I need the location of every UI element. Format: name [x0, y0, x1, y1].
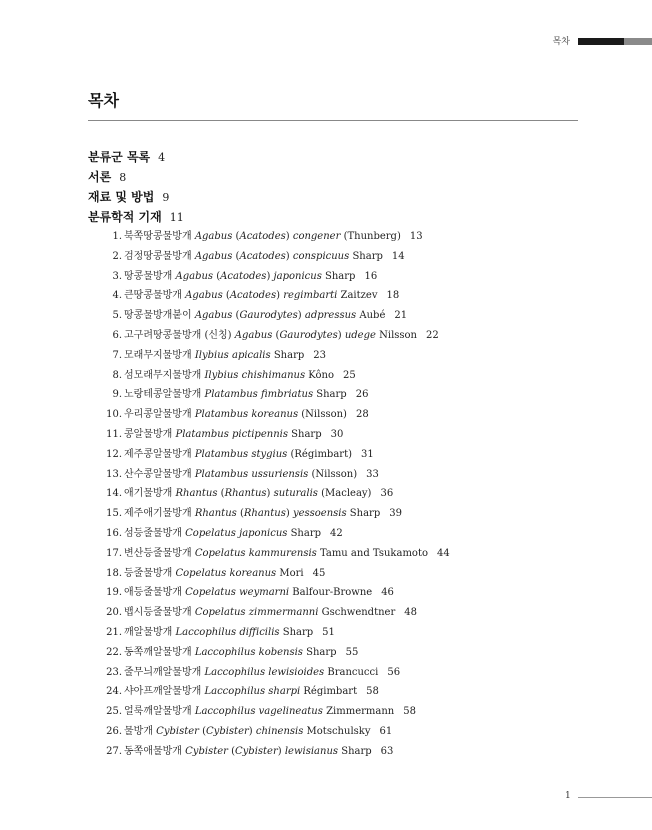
toc-entry[interactable]: [88, 425, 608, 445]
entry-number: 26.: [106, 725, 122, 737]
entry-number: 16.: [106, 527, 122, 539]
entry-page: 26: [355, 389, 369, 401]
author-name: Régimbart: [303, 686, 358, 698]
author-name: Sharp: [273, 349, 305, 361]
author-name: (Thunberg): [343, 231, 401, 242]
author-name: (Macleay): [321, 488, 372, 500]
toc-entry[interactable]: [88, 405, 608, 425]
korean-name: 샤아프깨알물방개: [124, 686, 202, 698]
toc-entry[interactable]: 1. 북쪽땅콩물방개 Agabus (Acatodes) congener (Thunberg) 13: [88, 227, 608, 247]
toc-entry[interactable]: [88, 445, 608, 465]
genus-name: Rhantus: [175, 488, 218, 500]
entry-number: 21.: [106, 626, 122, 638]
toc-entry[interactable]: [88, 702, 608, 722]
genus-name: Laccophilus: [175, 626, 237, 638]
entry-page: 18: [386, 290, 400, 302]
species-name: udege: [344, 329, 376, 341]
entry-number: 22.: [106, 646, 122, 658]
author-name: (Régimbart): [290, 448, 352, 460]
author-name: Sharp: [291, 428, 322, 440]
korean-name: 산수콩알물방개: [124, 468, 192, 480]
subgenus-name: Gaurodytes: [279, 329, 338, 341]
author-name: Motschulsky: [306, 725, 371, 737]
toc-entry[interactable]: 27. 동쪽애물방개 Cybister (Cybister) lewisianus Sharp 63: [88, 742, 608, 762]
author-name: (Nilsson): [311, 468, 358, 480]
genus-name: Platambus: [194, 448, 249, 460]
korean-name: 콩알물방개: [124, 428, 173, 440]
korean-name: 등줄물방개: [124, 567, 173, 579]
entry-number: 12.: [106, 448, 122, 460]
author-name: Sharp: [341, 745, 372, 757]
subgenus-name: Rhantus: [243, 508, 286, 520]
entry-number: 7.: [112, 349, 122, 361]
species-name: suturalis: [273, 488, 318, 500]
entry-number: 19.: [106, 587, 122, 599]
genus-name: Laccophilus: [204, 686, 266, 698]
genus-name: Cybister: [156, 725, 199, 737]
author-name: Sharp: [352, 250, 383, 262]
species-name: lewisioides: [268, 666, 325, 678]
entry-page: 16: [364, 270, 378, 282]
entry-number: 25.: [106, 706, 122, 718]
genus-name: Agabus: [194, 231, 233, 242]
korean-name: 고구려땅콩물방개 (신칭): [124, 329, 232, 341]
running-header-label: 목차: [552, 37, 570, 47]
toc-entry[interactable]: 14. 애기물방개 Rhantus (Rhantus) suturalis (Macleay) 36: [88, 484, 608, 504]
entry-page: 33: [366, 468, 379, 480]
page-number: 1: [565, 791, 571, 801]
entry-number: 6.: [112, 329, 122, 341]
entry-page: 30: [330, 428, 344, 440]
entry-page: 44: [437, 547, 450, 559]
section-title: 분류군 목록: [88, 150, 151, 164]
section-page: 4: [158, 151, 166, 164]
author-name: Aubé: [359, 310, 386, 322]
toc-entry[interactable]: [88, 524, 608, 544]
korean-name: 변산등줄물방개: [124, 547, 192, 559]
entry-page: 25: [342, 369, 356, 381]
toc-section[interactable]: [88, 207, 184, 227]
genus-name: Agabus: [194, 250, 233, 262]
species-name: yessoensis: [292, 508, 347, 520]
toc-section[interactable]: [88, 147, 184, 167]
genus-name: Copelatus: [175, 567, 227, 579]
species-name: koreanus: [229, 567, 277, 579]
entry-number: 18.: [106, 567, 122, 579]
author-name: Brancucci: [327, 666, 379, 678]
entry-number: 15.: [106, 508, 122, 520]
toc-entry[interactable]: 26. 물방개 Cybister (Cybister) chinensis Motschulsky 61: [88, 722, 608, 742]
korean-name: 동쪽애물방개: [124, 745, 182, 757]
genus-name: Copelatus: [194, 547, 246, 559]
entry-page: 61: [379, 725, 393, 737]
header-bar-dark: [578, 38, 624, 45]
entry-number: 14.: [106, 488, 122, 500]
toc-entry[interactable]: [88, 583, 608, 603]
entry-number: 23.: [106, 666, 122, 678]
genus-name: Platambus: [194, 468, 249, 480]
toc-entry[interactable]: [88, 682, 608, 702]
korean-name: 뱁시등줄물방개: [124, 607, 192, 619]
subgenus-name: Acatodes: [239, 231, 286, 242]
entry-number: 24.: [106, 686, 122, 698]
entry-number: 2.: [112, 250, 122, 262]
section-title: 분류학적 기재: [88, 210, 162, 224]
entry-page: 23: [313, 349, 326, 361]
entry-number: 11.: [106, 428, 122, 440]
entry-page: 55: [345, 646, 359, 658]
author-name: Nilsson: [379, 329, 417, 341]
author-name: Sharp: [349, 508, 381, 520]
toc-entry[interactable]: 5. 땅콩물방개붙이 Agabus (Gaurodytes) adpressus Aubé 21: [88, 306, 608, 326]
korean-name: 애기물방개: [124, 488, 173, 500]
entry-page: 58: [403, 706, 416, 718]
korean-name: 제주콩알물방개: [124, 448, 192, 460]
korean-name: 노랑테콩알물방개: [124, 389, 202, 401]
genus-name: Ilybius: [204, 369, 239, 381]
genus-name: Laccophilus: [194, 706, 256, 718]
species-name: kammurensis: [248, 547, 317, 559]
section-list: [88, 147, 184, 227]
entry-page: 63: [380, 745, 394, 757]
species-name: adpressus: [304, 310, 357, 322]
author-name: Mori: [279, 567, 304, 579]
korean-name: 땅콩물방개붙이: [124, 310, 192, 322]
entry-number: 20.: [106, 607, 122, 619]
species-name: japonicus: [273, 270, 322, 282]
genus-name: Cybister: [185, 745, 228, 757]
entry-page: 14: [391, 250, 405, 262]
toc-section[interactable]: [88, 187, 184, 207]
author-name: Sharp: [316, 389, 347, 401]
genus-name: Agabus: [175, 270, 214, 282]
entry-page: 21: [394, 310, 408, 322]
genus-name: Ilybius: [194, 349, 229, 361]
korean-name: 북쪽땅콩물방개: [124, 231, 192, 242]
subgenus-name: Cybister: [206, 725, 249, 737]
entry-page: 13: [409, 231, 423, 242]
entry-page: 22: [426, 329, 439, 341]
toc-entry[interactable]: [88, 564, 608, 584]
korean-name: 줄무늬깨알물방개: [124, 666, 202, 678]
entry-number: 10.: [106, 409, 122, 421]
entry-number: 27.: [106, 745, 122, 757]
toc-entry[interactable]: [88, 465, 608, 485]
korean-name: 깨알물방개: [124, 626, 173, 638]
entry-page: 39: [389, 508, 402, 520]
korean-name: 우리콩알물방개: [124, 409, 192, 421]
subgenus-name: Acatodes: [239, 250, 286, 262]
toc-section[interactable]: [88, 167, 184, 187]
genus-name: Rhantus: [194, 508, 237, 520]
toc-entry[interactable]: 15. 제주애기물방개 Rhantus (Rhantus) yessoensis Sharp 39: [88, 504, 608, 524]
entry-page: 42: [330, 527, 343, 539]
species-name: apicalis: [231, 349, 271, 361]
genus-name: Agabus: [185, 290, 223, 302]
genus-name: Platambus: [175, 428, 229, 440]
section-page: 8: [119, 171, 127, 184]
author-name: Sharp: [282, 626, 314, 638]
toc-entry[interactable]: 3. 땅콩물방개 Agabus (Acatodes) japonicus Sharp 16: [88, 267, 608, 287]
footer-rule: [578, 797, 652, 798]
species-name: difficilis: [239, 626, 280, 638]
genus-name: Platambus: [194, 409, 249, 421]
species-name: koreanus: [251, 409, 299, 421]
section-page: 11: [169, 211, 184, 224]
korean-name: 애등줄물방개: [124, 587, 182, 599]
author-name: Zimmermann: [326, 706, 395, 718]
species-name: congener: [292, 231, 341, 242]
author-name: Sharp: [306, 646, 337, 658]
subgenus-name: Rhantus: [224, 488, 267, 500]
entry-number: 3.: [112, 270, 122, 282]
korean-name: 큰땅콩물방개: [124, 290, 182, 302]
section-title: 재료 및 방법: [88, 190, 155, 204]
section-title: 서론: [88, 170, 112, 184]
species-entry-list: [88, 227, 608, 762]
species-name: regimbarti: [283, 290, 338, 302]
entry-page: 56: [387, 666, 401, 678]
entry-number: 17.: [106, 547, 122, 559]
species-name: chinensis: [255, 725, 304, 737]
species-name: japonicus: [239, 527, 288, 539]
species-name: fimbriatus: [260, 389, 314, 401]
toc-entry[interactable]: [88, 544, 608, 564]
entry-number: 13.: [106, 468, 122, 480]
korean-name: 섬모래무지물방개: [124, 369, 202, 381]
genus-name: Copelatus: [185, 527, 236, 539]
entry-page: 31: [361, 448, 374, 460]
toc-entry[interactable]: [88, 643, 608, 663]
species-name: pictipennis: [232, 428, 288, 440]
species-name: vagelineatus: [258, 706, 323, 718]
species-name: zimmermanni: [248, 607, 319, 619]
genus-name: Copelatus: [194, 607, 246, 619]
genus-name: Platambus: [204, 389, 258, 401]
page-title: 목차: [88, 91, 119, 110]
toc-entry[interactable]: [88, 385, 608, 405]
author-name: Gschwendtner: [321, 607, 396, 619]
genus-name: Laccophilus: [204, 666, 266, 678]
author-name: Sharp: [290, 527, 322, 539]
author-name: Kôno: [308, 369, 334, 381]
korean-name: 제주애기물방개: [124, 508, 192, 520]
toc-entry[interactable]: [88, 603, 608, 623]
toc-entry[interactable]: 2. 검정땅콩물방개 Agabus (Acatodes) conspicuus Sharp 14: [88, 247, 608, 267]
species-name: lewisianus: [284, 745, 339, 757]
species-name: stygius: [251, 448, 288, 460]
entry-number: 1.: [112, 231, 122, 242]
korean-name: 모래무지물방개: [124, 349, 192, 361]
korean-name: 동쪽깨알물방개: [124, 646, 192, 658]
toc-entry[interactable]: 6. 고구려땅콩물방개 (신칭) Agabus (Gaurodytes) udege Nilsson 22: [88, 326, 608, 346]
entry-page: 51: [322, 626, 335, 638]
subgenus-name: Cybister: [235, 745, 278, 757]
subgenus-name: Acatodes: [220, 270, 267, 282]
species-name: weymarni: [239, 587, 290, 599]
entry-number: 9.: [112, 389, 122, 401]
korean-name: 검정땅콩물방개: [124, 250, 192, 262]
author-name: (Nilsson): [301, 409, 347, 421]
korean-name: 얼룩깨알물방개: [124, 706, 192, 718]
genus-name: Agabus: [194, 310, 233, 322]
genus-name: Laccophilus: [194, 646, 256, 658]
genus-name: Copelatus: [185, 587, 236, 599]
toc-entry[interactable]: [88, 623, 608, 643]
toc-entry[interactable]: [88, 346, 608, 366]
toc-entry[interactable]: [88, 663, 608, 683]
entry-page: 45: [312, 567, 326, 579]
author-name: Tamu and Tsukamoto: [319, 547, 428, 559]
species-name: ussuriensis: [251, 468, 309, 480]
entry-number: 8.: [112, 369, 122, 381]
korean-name: 땅콩물방개: [124, 270, 173, 282]
korean-name: 물방개: [124, 725, 153, 737]
species-name: sharpi: [268, 686, 301, 698]
toc-entry[interactable]: [88, 366, 608, 386]
species-name: conspicuus: [292, 250, 350, 262]
entry-number: 5.: [112, 310, 122, 322]
subgenus-name: Acatodes: [229, 290, 277, 302]
species-name: kobensis: [258, 646, 303, 658]
entry-page: 46: [381, 587, 394, 599]
author-name: Balfour-Browne: [292, 587, 373, 599]
toc-entry[interactable]: 4. 큰땅콩물방개 Agabus (Acatodes) regimbarti Zaitzev 18: [88, 286, 608, 306]
entry-page: 48: [404, 607, 417, 619]
author-name: Zaitzev: [340, 290, 378, 302]
header-bar-light: [624, 38, 652, 45]
entry-page: 36: [380, 488, 394, 500]
species-name: chishimanus: [241, 369, 306, 381]
title-divider: [88, 120, 578, 121]
entry-page: 58: [366, 686, 379, 698]
author-name: Sharp: [325, 270, 356, 282]
entry-page: 28: [355, 409, 369, 421]
section-page: 9: [162, 191, 170, 204]
genus-name: Agabus: [234, 329, 273, 341]
subgenus-name: Gaurodytes: [239, 310, 298, 322]
entry-number: 4.: [112, 290, 122, 302]
korean-name: 섬등줄물방개: [124, 527, 182, 539]
